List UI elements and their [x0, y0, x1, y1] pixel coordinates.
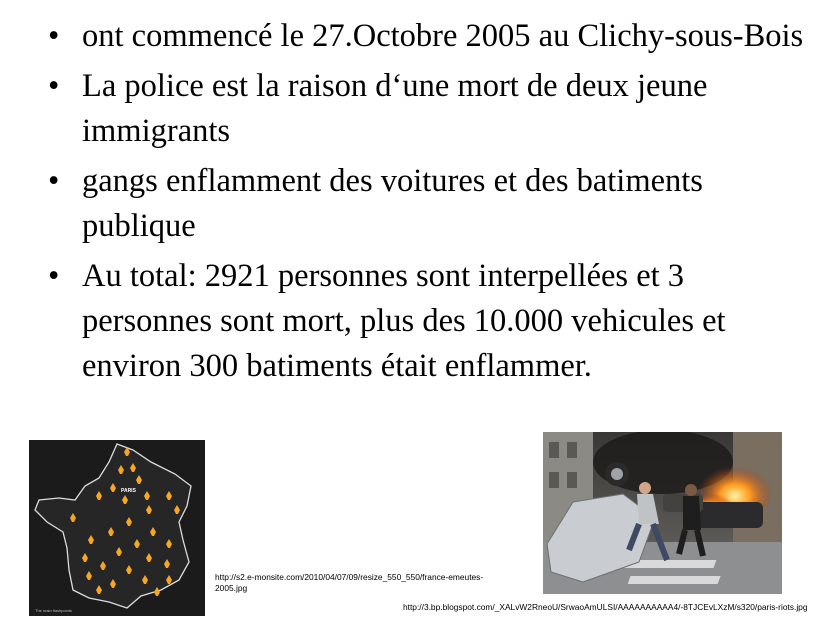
bullet-list — [44, 14, 804, 394]
bullet-dot: • — [48, 68, 60, 104]
bullet-dot: • — [48, 18, 60, 54]
france-map-graphic — [29, 440, 205, 616]
map-city-label: PARIS — [121, 488, 136, 494]
bullet-text: ont commencé le 27.Octobre 2005 au Clichy-sous-Bois — [82, 18, 804, 54]
bullet-item — [44, 159, 804, 249]
bullet-dot: • — [48, 163, 60, 199]
bullet-text: Au total: 2921 personnes sont interpellées et 3 personnes sont mort, plus des 10.000 vehicules et environ 300 batiments était enflammer. — [82, 258, 726, 384]
paris-riots-photo — [543, 432, 782, 594]
map-footer-label: The main flashpoints — [35, 608, 72, 613]
bullet-text: gangs enflamment des voitures et des batiments publique — [82, 163, 703, 244]
bullet-dot: • — [48, 258, 60, 294]
bullet-item — [44, 254, 804, 389]
riot-image-caption[interactable]: http://3.bp.blogspot.com/_XALvW2RneoU/SrwaoAmULSI/AAAAAAAAAA4/-8TJCEvLXzM/s320/paris-riots.jpg — [403, 602, 808, 612]
bullet-item — [44, 14, 804, 59]
bullet-text: La police est la raison d‘une mort de deux jeune immigrants — [82, 68, 708, 149]
bullet-item — [44, 64, 804, 154]
map-image-caption[interactable]: http://s2.e-monsite.com/2010/04/07/09/resize_550_550/france-emeutes-2005.jpg — [215, 572, 484, 593]
france-riots-map-image — [29, 440, 205, 616]
riot-photo-graphic — [543, 432, 782, 594]
